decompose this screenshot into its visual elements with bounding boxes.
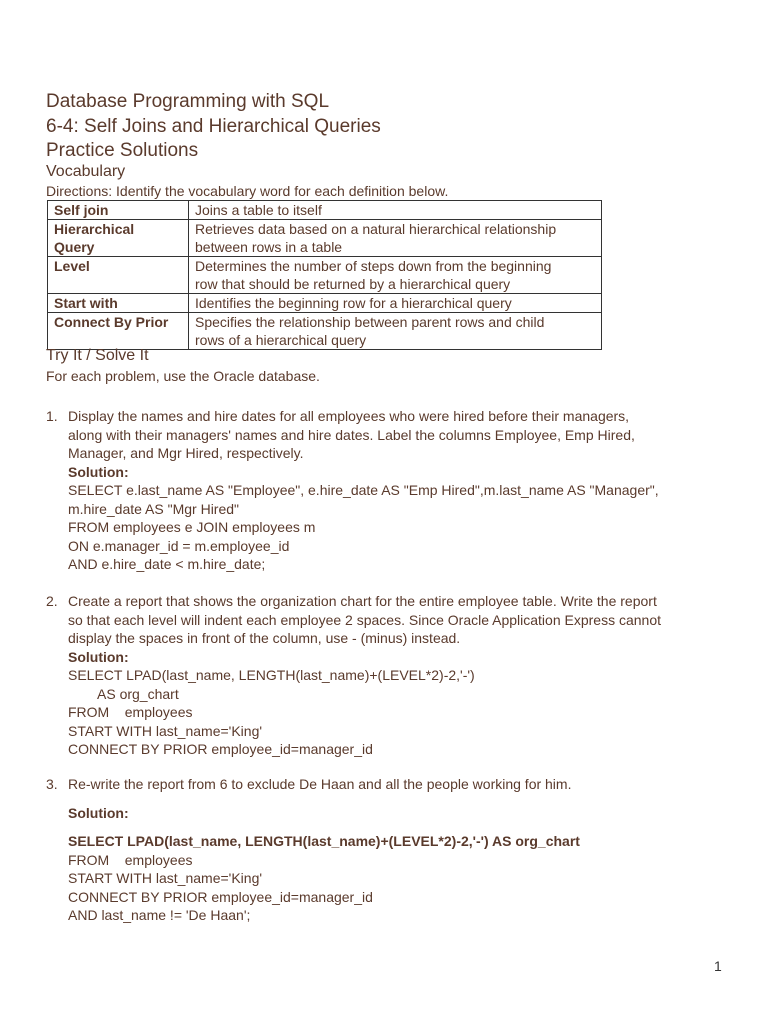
code-line: m.hire_date AS "Mgr Hired" — [68, 500, 240, 517]
vocab-term: Connect By Prior — [48, 313, 189, 350]
code-line: CONNECT BY PRIOR employee_id=manager_id — [68, 741, 373, 757]
definition-line: Determines the number of steps down from the beginning — [195, 258, 552, 274]
vocab-definition — [189, 201, 602, 220]
problem-text-line: Display the names and hire dates for all employees who were hired before their managers, — [68, 408, 630, 424]
term-line: Query — [54, 239, 95, 255]
definition-line: Joins a table to itself — [195, 202, 322, 218]
table-row — [48, 294, 602, 313]
code-line: START WITH last_name='King' — [68, 870, 263, 886]
vocab-definition — [189, 257, 602, 294]
solution-label: Solution: — [68, 804, 129, 821]
table-row — [48, 220, 602, 257]
document-subtitle: Practice Solutions — [46, 140, 199, 161]
solution-label: Solution: — [68, 463, 129, 480]
code-line: SELECT e.last_name AS "Employee", e.hire_date AS "Emp Hired",m.last_name AS "Manager", — [68, 482, 659, 498]
term-line: Hierarchical — [54, 221, 135, 237]
vocab-term: Start with — [48, 294, 189, 313]
vocabulary-directions: Directions: Identify the vocabulary word for each definition below. — [46, 183, 449, 199]
vocabulary-table — [47, 200, 602, 350]
problem-number: 2. — [46, 593, 58, 609]
definition-line: rows of a hierarchical query — [195, 332, 367, 348]
vocab-term: Self join — [48, 201, 189, 220]
definition-line: Identifies the beginning row for a hierarchical query — [195, 295, 512, 311]
document-title: Database Programming with SQL — [46, 91, 330, 112]
code-line: AS org_chart — [97, 685, 179, 702]
problem-text-line: Create a report that shows the organization chart for the entire employee table. Write the report — [68, 593, 657, 609]
problem-text-line: Re-write the report from 6 to exclude De Haan and all the people working for him. — [68, 776, 572, 792]
problem-text-line: along with their managers' names and hire dates. Label the columns Employee, Emp Hired, — [68, 426, 635, 443]
definition-line: between rows in a table — [195, 239, 343, 255]
code-line: FROM employees — [68, 704, 193, 720]
spacer — [68, 794, 728, 804]
vocab-definition — [189, 294, 602, 313]
code-line: START WITH last_name='King' — [68, 722, 263, 739]
problem-number: 3. — [46, 776, 58, 792]
problem-text-line: so that each level will indent each employee 2 spaces. Since Oracle Application Express cannot — [68, 611, 662, 628]
table-row — [48, 201, 602, 220]
vocab-definition — [189, 313, 602, 350]
definition-line: row that should be returned by a hierarchical query — [195, 276, 511, 292]
code-line: ON e.manager_id = m.employee_id — [68, 537, 290, 554]
code-line: FROM employees e JOIN employees m — [68, 519, 316, 535]
problem-number: 1. — [46, 408, 58, 424]
try-it-intro: For each problem, use the Oracle database. — [46, 368, 320, 384]
vocabulary-heading: Vocabulary — [46, 163, 126, 180]
try-it-heading: Try It / Solve It — [46, 347, 149, 364]
code-line: SELECT LPAD(last_name, LENGTH(last_name)+(LEVEL*2)-2,'-') — [68, 667, 475, 683]
vocab-definition — [189, 220, 602, 257]
code-line: FROM employees — [68, 851, 193, 868]
vocab-term — [48, 220, 189, 257]
vocab-term: Level — [48, 257, 189, 294]
problem-body — [68, 592, 728, 759]
code-line: CONNECT BY PRIOR employee_id=manager_id — [68, 888, 373, 905]
definition-line: Specifies the relationship between parent rows and child — [195, 314, 545, 330]
table-row — [48, 257, 602, 294]
problem-text-line: display the spaces in front of the column, use - (minus) instead. — [68, 630, 461, 646]
problem-text-line: Manager, and Mgr Hired, respectively. — [68, 445, 304, 461]
definition-line: Retrieves data based on a natural hierarchical relationship — [195, 221, 557, 237]
lesson-title: 6-4: Self Joins and Hierarchical Queries — [46, 116, 381, 137]
code-line: AND e.hire_date < m.hire_date; — [68, 556, 266, 572]
problem-body — [68, 775, 728, 925]
code-line-bold: SELECT LPAD(last_name, LENGTH(last_name)+(LEVEL*2)-2,'-') AS org_chart — [68, 833, 580, 849]
solution-label: Solution: — [68, 648, 129, 665]
code-line: AND last_name != 'De Haan'; — [68, 907, 251, 923]
table-row — [48, 313, 602, 350]
page-number: 1 — [714, 958, 722, 974]
spacer — [68, 822, 728, 832]
problem-body — [68, 407, 728, 574]
